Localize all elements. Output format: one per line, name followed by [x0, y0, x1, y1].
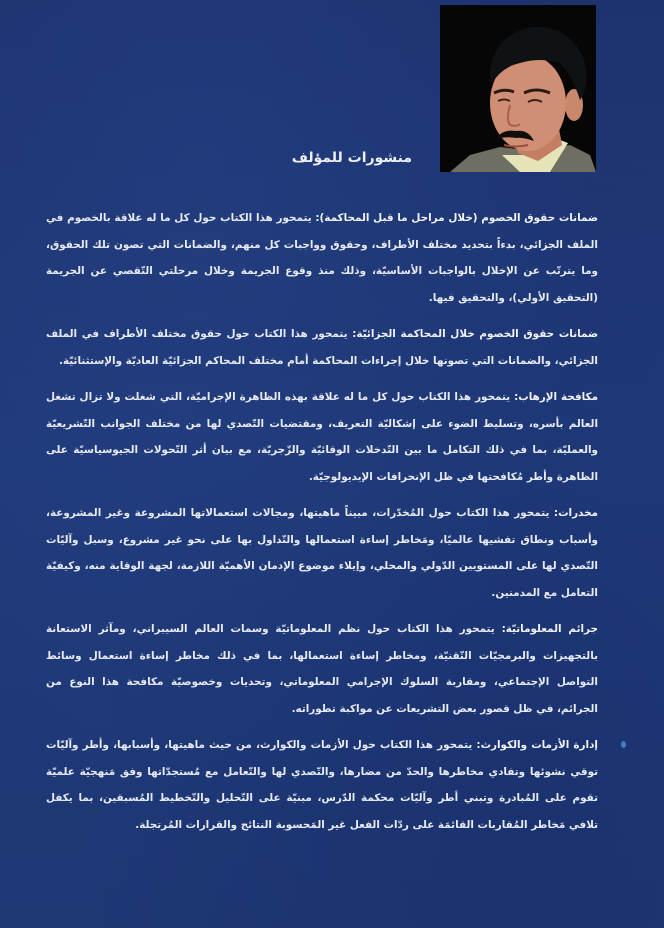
publication-title: ضمانات حقوق الخصوم (خلال مراحل ما قبل المحاكمة): [315, 212, 598, 224]
publication-entry [46, 205, 598, 311]
publication-entry [46, 321, 598, 374]
author-photo [440, 5, 596, 172]
publication-entry [46, 500, 598, 606]
publication-description: يتمحور هذا الكتاب حول كل ما له علاقة بالخصوم في الملف الجزائي، بدءاً بتحديد مختلف الأطراف، وحقوق وواجبات كل منهم، والضمانات التي تصون تلك الحقوق، وما يترتّب عن الإخلال بالواجبات الأساسيّة، وذلك منذ وقوع الجريمة وخلال مرحلتي التّقصي عن الجريمة (التحقيق الأولي)، والتحقيق فيها. [46, 212, 598, 304]
publication-title: مكافحة الإرهاب: [514, 391, 598, 403]
portrait-illustration [440, 5, 596, 172]
publication-title: جرائم المعلوماتيّة: [501, 623, 598, 635]
publication-title: إدارة الأزمات والكوارث: [476, 739, 598, 751]
publication-title: مخدرات: [553, 507, 598, 519]
publication-entry [46, 384, 598, 490]
publication-description: يتمحور هذا الكتاب حول المُخدّرات، مبيناً ماهيتها، ومجالات استعمالاتها المشروعة وغير المشروعة، وأسباب ونطاق تفشيها عالميًا، ومَخاطر إساءة استعمالها والتّداول بها على نحو غير مشروع، وسبل وآليّات التّصدي لها على المستويين الدّولي والمحلي، وإيلاء موضوع الإدمان الأهميّة اللازمة، لجهة الوقاية منه، وكيفيّة التعامل مع المدمنين. [46, 507, 598, 599]
section-title: منشورات للمؤلف [291, 150, 412, 166]
publication-entry [46, 732, 598, 838]
publication-title: ضمانات حقوق الخصوم خلال المحاكمة الجزائيّة: [352, 328, 598, 340]
publication-entry [46, 616, 598, 722]
publication-description: يتمحور هذا الكتاب حول نظم المعلوماتيّة وسمات العالم السيبراني، ومآثر الاستعانة بالتجهيزات والبرمجيّات التّقنيّة، ومخاطر إساءة استعمالها، بما في ذلك مخاطر إساءة استعمال وسائط التواصل الإجتماعي، ومقاربة السلوك الإجرامي المعلوماتي، وتحديات وخصوصيّة مكافحة هذا النوع من الجرائم، في ظل قصور بعض التشريعات عن مواكبة تطوراته. [46, 623, 598, 715]
publication-description: يتمحور هذا الكتاب حول حقوق مختلف الأطراف في الملف الجزائي، والضمانات التي تصونها خلال إجراءات المحاكمة أمام مختلف المحاكم الجزائيّة العاديّة والإستثنائيّة. [46, 328, 598, 367]
publications-list [46, 205, 598, 848]
print-speck [621, 741, 626, 748]
publication-description: يتمحور هذا الكتاب حول الأزمات والكوارث، من حيث ماهيتها، وأسبابها، وأطر وآليّات توقي نشوئها وتفادي مخاطرها والحدّ من مضارها، والتّصدي لها والتّعامل مع مُستجدّاتها وفق مَنهجيّة علميّة تقوم على المُبادرة وتبني أطر وآليّات محكمة الدّرس، مبنيّة على التّحليل والتّخطيط المُسبقين، بما يكفل تلافي مَخاطر المُقاربات القائمَة على ردّات الفعل غير المَحسوبة النتائج والقرارات المُرتجلة. [46, 739, 598, 831]
publication-description: يتمحور هذا الكتاب حول كل ما له علاقة بهذه الظاهرة الإجراميّة، التي شغلت ولا تزال تشغل العالم بأسره، وتسليط الضوء على إشكاليّة التعريف، ومقتضيات التّصدي لها من مختلف الجوانب التّشريعيّة والعمليّة، بما في ذلك التكامل ما بين التّدخلات الوقائيّة والزّجريّة، مع بيان أثر التّحولات الجيوسياسيّة على الظاهرة وأطر مُكافحتها في ظل الإنحرافات الإيديولوجيّة. [46, 391, 598, 483]
